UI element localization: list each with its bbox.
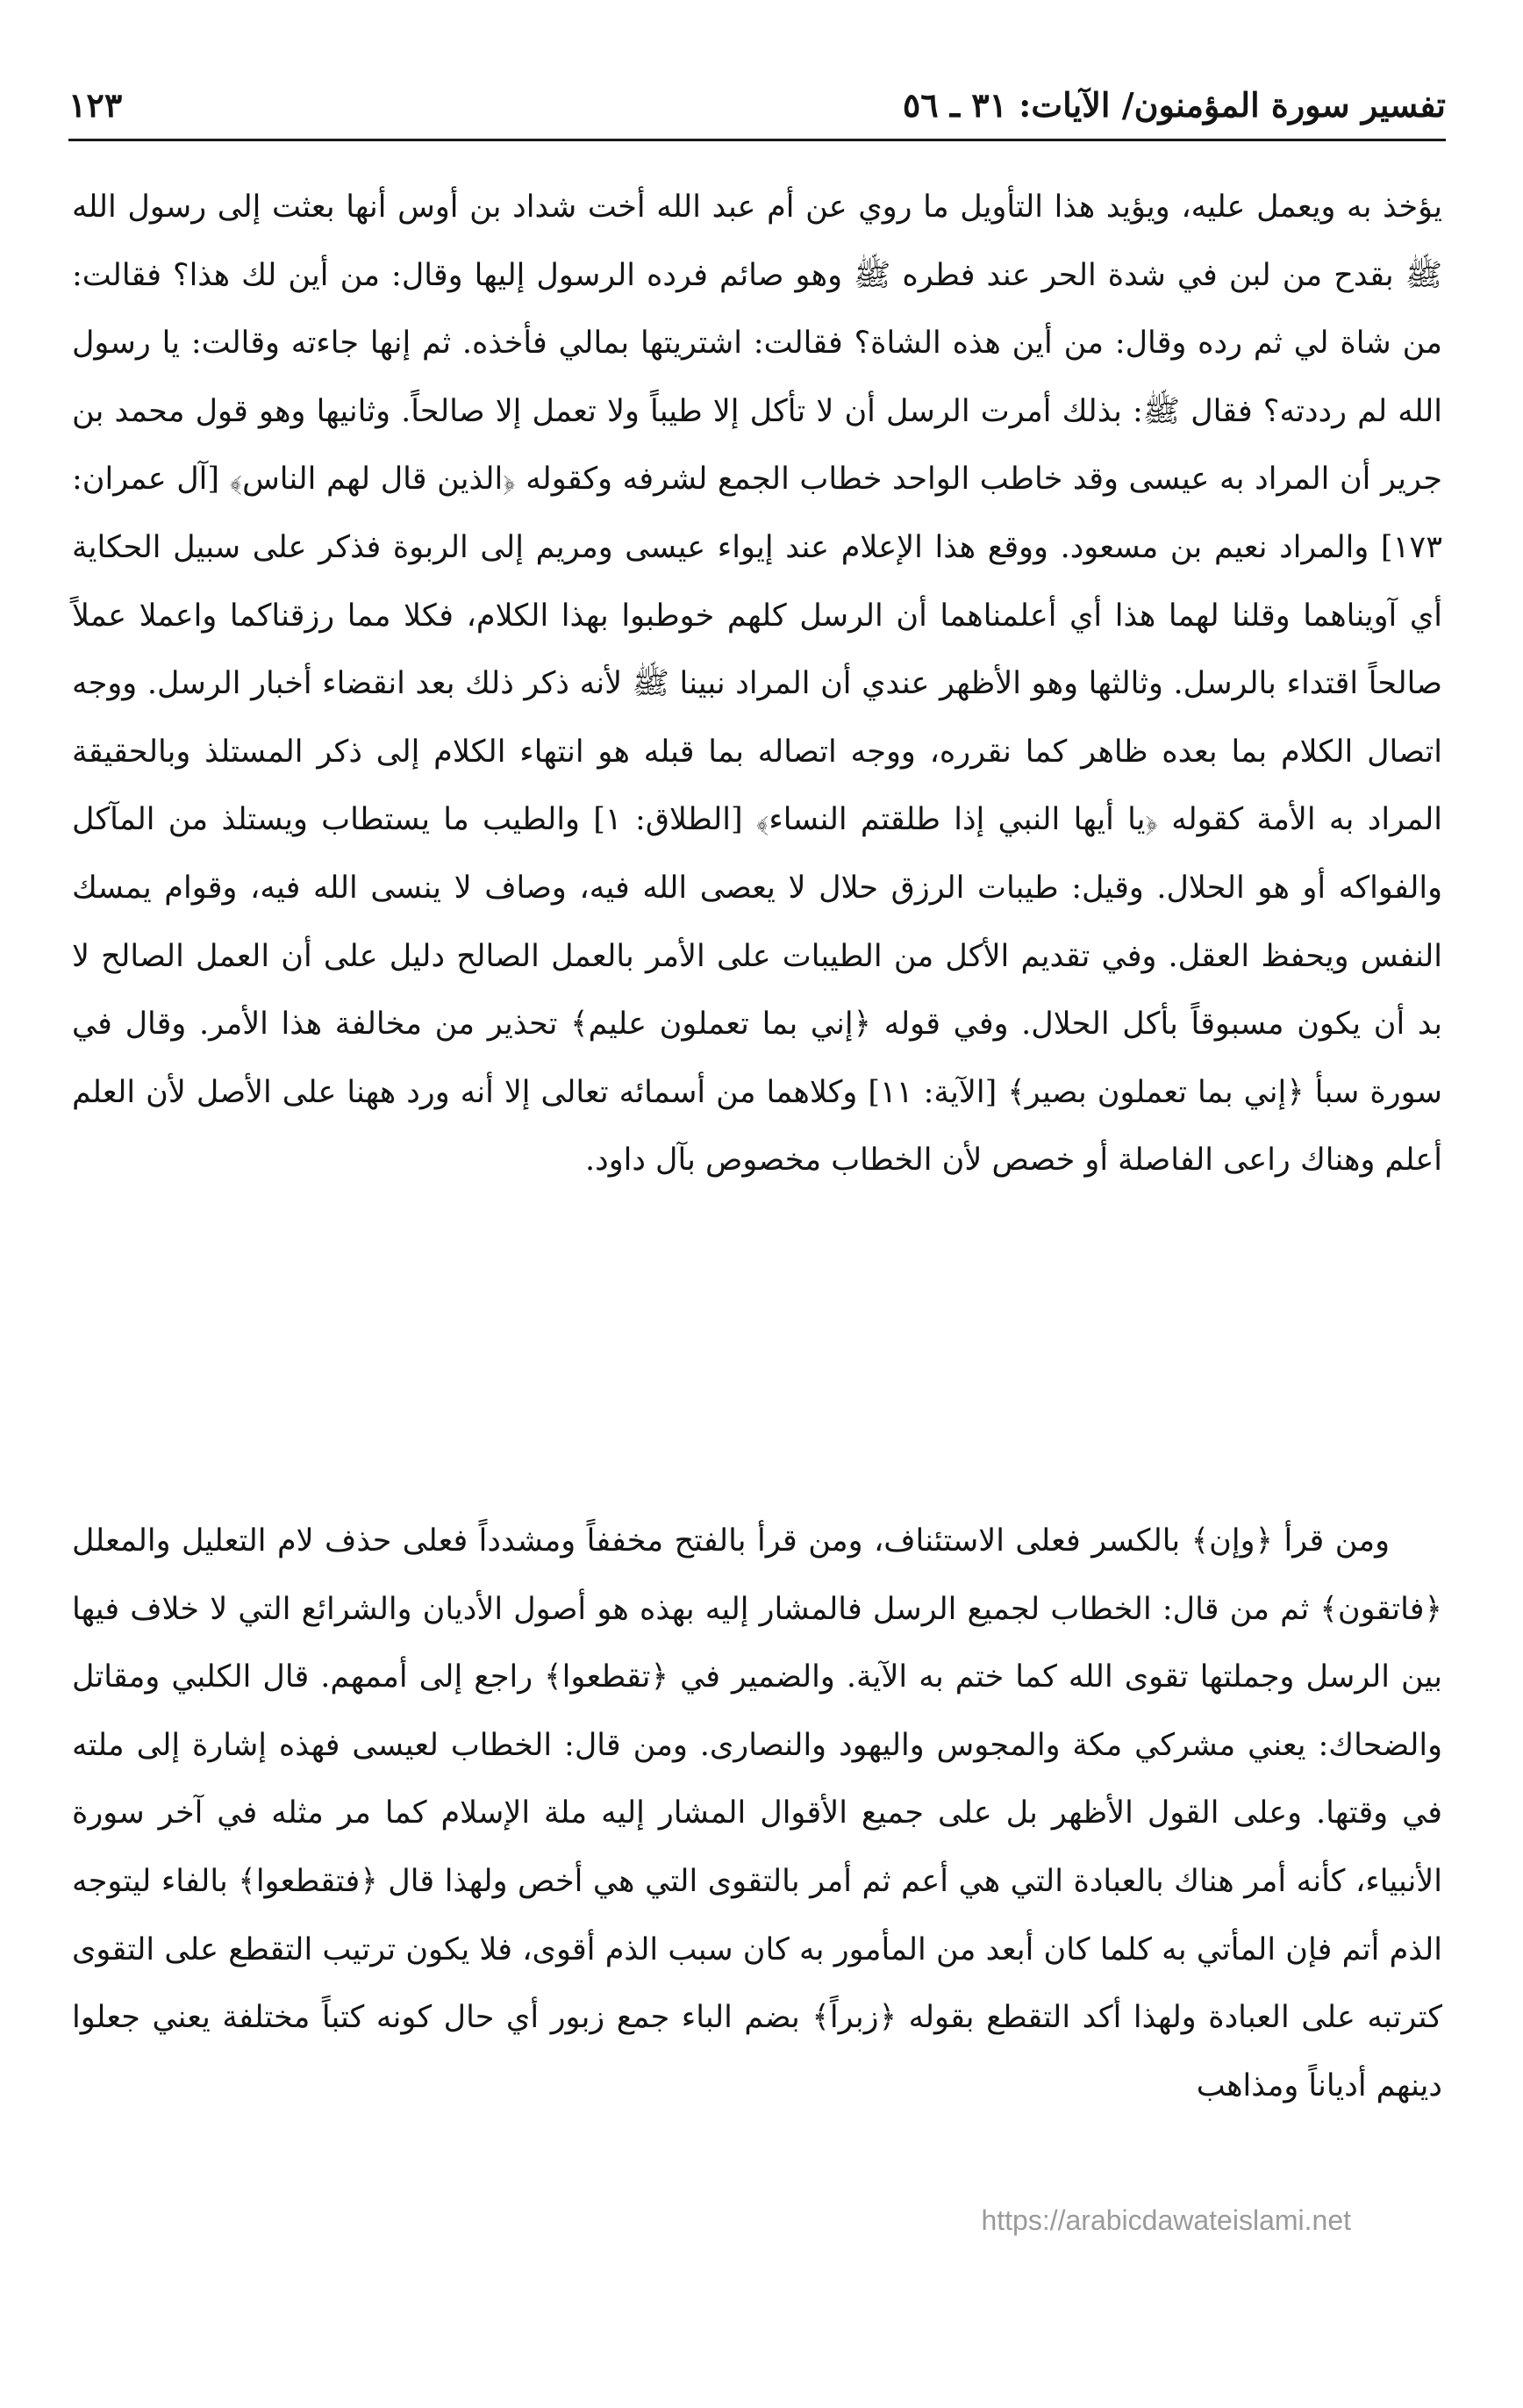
header-title: تفسير سورة المؤمنون/ الآيات: ٣١ ـ ٥٦ <box>902 85 1446 125</box>
paragraph-1: يؤخذ به ويعمل عليه، ويؤيد هذا التأويل ما روي عن أم عبد الله أخت شداد بن أوس أنها بعثت إلى رسول الله ﷺ بقدح من لبن في شدة الحر عند فطره ﷺ وهو صائم فرده الرسول إليها وقال: من أين لك هذا؟ فقالت: من شاة لي ثم رده وقال: من أين هذه الشاة؟ فقالت: اشتريتها بمالي فأخذه. ثم إنها جاءته وقالت: يا رسول الله لم رددته؟ فقال ﷺ: بذلك أمرت الرسل أن لا تأكل إلا طيباً ولا تعمل إلا صالحاً. وثانيها وهو قول محمد بن جرير أن المراد به عيسى وقد خاطب الواحد خطاب الجمع لشرفه وكقوله ﴿الذين قال لهم الناس﴾ [آل عمران: ١٧٣] والمراد نعيم بن مسعود. ووقع هذا الإعلام عند إيواء عيسى ومريم إلى الربوة فذكر على سبيل الحكاية أي آويناهما وقلنا لهما هذا أي أعلمناهما أن الرسل كلهم خوطبوا بهذا الكلام، فكلا مما رزقناكما واعملا عملاً صالحاً اقتداء بالرسل. وثالثها وهو الأظهر عندي أن المراد نبينا ﷺ لأنه ذكر ذلك بعد انقضاء أخبار الرسل. ووجه اتصال الكلام بما بعده ظاهر كما نقرره، ووجه اتصاله بما قبله هو انتهاء الكلام إلى ذكر المستلذ وبالحقيقة المراد به الأمة كقوله ﴿يا أيها النبي إذا طلقتم النساء﴾ [الطلاق: ١] والطيب ما يستطاب ويستلذ من المآكل والفواكه أو هو الحلال. وقيل: طيبات الرزق حلال لا يعصى الله فيه، وصاف لا ينسى الله فيه، وقوام يمسك النفس ويحفظ العقل. وفي تقديم الأكل من الطيبات على الأمر بالعمل الصالح دليل على أن العمل الصالح لا بد أن يكون مسبوقاً بأكل الحلال. وفي قوله ﴿إني بما تعملون عليم﴾ تحذير من مخالفة هذا الأمر. وقال في سورة سبأ ﴿إني بما تعملون بصير﴾ [الآية: ١١] وكلاهما من أسمائه تعالى إلا أنه ورد ههنا على الأصل لأن العلم أعلم وهناك راعى الفاصلة أو خصص لأن الخطاب مخصوص بآل داود. <box>72 190 1443 1179</box>
running-header <box>68 81 1446 137</box>
watermark-url: https://arabicdawateislami.net <box>981 2204 1351 2236</box>
paragraph-2: ومن قرأ ﴿وإن﴾ بالكسر فعلى الاستئناف، ومن قرأ بالفتح مخففاً ومشدداً فعلى حذف لام التعليل والمعلل ﴿فاتقون﴾ ثم من قال: الخطاب لجميع الرسل فالمشار إليه بهذه هو أصول الأديان والشرائع التي لا خلاف فيها بين الرسل وجملتها تقوى الله كما ختم به الآية. والضمير في ﴿تقطعوا﴾ راجع إلى أممهم. قال الكلبي ومقاتل والضحاك: يعني مشركي مكة والمجوس واليهود والنصارى. ومن قال: الخطاب لعيسى فهذه إشارة إلى ملته في وقتها. وعلى القول الأظهر بل على جميع الأقوال المشار إليه ملة الإسلام كما مر مثله في آخر سورة الأنبياء، كأنه أمر هناك بالعبادة التي هي أعم ثم أمر بالتقوى التي هي أخص ولهذا قال ﴿فتقطعوا﴾ بالفاء ليتوجه الذم أتم فإن المأتي به كلما كان أبعد من المأمور به كان سبب الذم أقوى، فلا يكون ترتيب التقطع على التقوى كترتبه على العبادة ولهذا أكد التقطع بقوله ﴿زبراً﴾ بضم الباء جمع زبور أي حال كونه كتباً مختلفة يعني جعلوا دينهم أدياناً ومذاهب <box>72 1523 1442 2103</box>
page-number: ١٢٣ <box>68 85 123 125</box>
header-divider <box>68 139 1446 141</box>
